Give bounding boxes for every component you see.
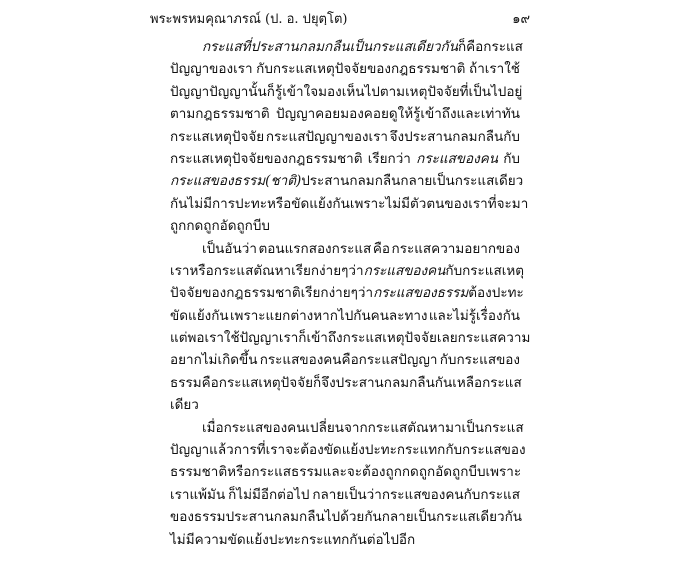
text-segment: กระแสความ — [457, 330, 531, 347]
text-segment: ว่า — [348, 262, 364, 279]
text-segment: แต่พอเราใช้ปัญญา — [170, 330, 279, 347]
text-segment: ก็จึงประสานกลมกลืนกันเหลือกระแส — [312, 374, 522, 391]
text-segment: หรือกระแสธรรม — [227, 464, 323, 481]
text-line — [170, 103, 520, 125]
text-segment: เมื่อกระแสของคนเปลี่ยนจากกระแสตัณหา — [202, 419, 446, 436]
text-segment: ตอนแรกสองกระแส — [258, 240, 372, 257]
text-line — [170, 193, 529, 215]
text-segment: ขัดแย้งกัน — [170, 307, 229, 324]
text-segment: ต้องปะทะ — [468, 285, 524, 302]
text-segment: เพราะไม่มีตัวตนของเราที่จะมา — [349, 195, 529, 212]
text-segment: กระแสความอยากของ — [391, 240, 520, 257]
text-segment: ประสานกลมกลืน — [301, 173, 401, 190]
text-line — [170, 305, 520, 327]
text-line — [170, 439, 526, 461]
text-segment: ปัญญา — [170, 83, 210, 100]
text-segment: ก็ไม่มีอีกต่อไป — [228, 486, 310, 503]
text-segment: ธรรมชาติ — [170, 464, 228, 481]
text-segment: เราแพ้มัน — [170, 486, 226, 503]
text-line — [170, 417, 524, 439]
text-segment: เป็นอันว่า — [202, 240, 257, 257]
text-segment: ปัญญาคอยมองคอยดูให้รู้เข้าถึงและเท่าทัน — [276, 106, 520, 123]
text-line — [170, 238, 520, 260]
italic-term: กระแสของธรรม — [373, 285, 469, 302]
text-segment: เราก็เข้าถึงกระแสเหตุปัจจัยเลย — [278, 330, 458, 347]
text-segment: หรือกระแสตัณหา — [189, 262, 292, 279]
text-segment: เพราะ — [485, 464, 522, 481]
paragraph — [170, 417, 526, 551]
text-segment: ปัญญาแล้ว — [170, 442, 234, 459]
text-segment: ของธรรมประสานกลมกลืนไปด้วยกัน — [170, 509, 382, 526]
text-line — [170, 461, 520, 483]
text-segment: เพราะแยกต่างหากไปกันคนละทาง — [229, 307, 428, 324]
text-segment: กับกระแสของ — [439, 352, 520, 369]
text-segment: กระแสเหตุปัจจัย — [170, 128, 265, 145]
text-segment: ธรรมคือกระแสเหตุปัจจัย — [170, 374, 313, 391]
text-segment: และไม่รู้เรื่องกัน — [428, 307, 520, 324]
body-text — [170, 36, 531, 551]
text-line — [170, 327, 531, 349]
text-segment: เรียกง่ายๆ — [300, 285, 358, 302]
text-segment: กัน — [170, 195, 188, 212]
text-line — [170, 81, 523, 103]
text-segment: มาเป็นกระแส — [445, 419, 524, 436]
text-line — [170, 372, 520, 394]
italic-term: กระแสของธรรม(ชาติ) — [170, 173, 302, 190]
text-segment: ถูกกดถูกอัดถูกบีบ — [170, 218, 270, 235]
text-line — [170, 126, 520, 148]
running-head-title: พระพรหมคุณาภรณ์ (ป. อ. ปยุตฺโต) — [150, 12, 348, 27]
text-line — [170, 349, 520, 371]
text-segment: กลายเป็นว่ากระแสของคนกับกระแส — [312, 486, 520, 503]
text-segment: อยากไม่เกิดขึ้น — [170, 352, 258, 369]
text-line — [170, 506, 520, 528]
text-line — [170, 529, 520, 551]
text-line — [170, 394, 520, 416]
text-segment: ไม่มีการปะทะหรือขัดแย้งกัน — [187, 195, 350, 212]
text-line — [170, 484, 520, 506]
text-segment: ถ้าเราใช้ — [469, 61, 520, 78]
text-line — [170, 170, 524, 192]
italic-term: กระแสของคน — [363, 262, 446, 279]
text-segment: กระแสปัญญาของเรา — [265, 128, 388, 145]
text-segment: กระแสของคนคือกระแสปัญญา — [259, 352, 438, 369]
text-line — [170, 148, 520, 170]
paragraph — [170, 238, 531, 417]
text-segment: เรียกว่า — [367, 150, 411, 167]
page-header — [150, 10, 530, 30]
text-segment: ไม่มีความขัดแย้งปะทะกระแทกกันต่อไปอีก — [170, 531, 416, 548]
text-line — [170, 36, 523, 58]
text-segment: ว่า — [357, 285, 374, 302]
text-segment: ปัญญาของเรา — [170, 61, 253, 78]
page-number: ๑๙ — [512, 12, 530, 27]
text-line — [170, 282, 524, 304]
text-line — [170, 58, 520, 80]
text-segment: กระแส — [483, 39, 523, 55]
text-segment: กระแสเหตุปัจจัยของกฎธรรมชาติ — [170, 150, 363, 167]
text-segment: ตามกฎธรรมชาติ — [170, 106, 270, 123]
text-segment: เรา — [170, 262, 190, 279]
text-segment: การที่เราจะต้องขัดแย้งปะทะกระแทกกับกระแสของ — [233, 442, 526, 459]
text-line — [170, 215, 520, 237]
paragraph — [170, 36, 529, 238]
text-segment: และจะต้องถูกกดถูกอัดถูกบีบ — [322, 464, 486, 481]
text-segment: ก็คือ — [457, 39, 484, 55]
text-line — [170, 260, 525, 282]
text-segment: กลายเป็นกระแสเดียวกัน — [381, 509, 522, 526]
text-segment: เดียว — [170, 397, 199, 414]
text-segment: คือ — [372, 240, 390, 257]
text-segment: กับกระแสเหตุ — [445, 262, 525, 279]
text-segment: กับกระแสเหตุปัจจัยของกฎธรรมชาติ — [256, 61, 466, 78]
text-segment: ปัจจัยของกฎธรรมชาติ — [170, 285, 301, 302]
text-segment: กับ — [503, 150, 520, 167]
italic-term: กระแสของคน — [416, 150, 498, 167]
text-segment: กลายเป็นกระแสเดียว — [400, 173, 524, 190]
text-segment: เรียกง่ายๆ — [291, 262, 349, 279]
italic-term: กระแสที่ประสานกลมกลืนเป็นกระแสเดียวกัน — [202, 39, 458, 55]
text-segment: ปัญญานั้นก็รู้เข้าใจมองเห็นไปตามเหตุปัจจัยที่เป็นไปอยู่ — [209, 83, 523, 100]
text-segment: จึงประสานกลมกลืนกับ — [389, 128, 520, 145]
